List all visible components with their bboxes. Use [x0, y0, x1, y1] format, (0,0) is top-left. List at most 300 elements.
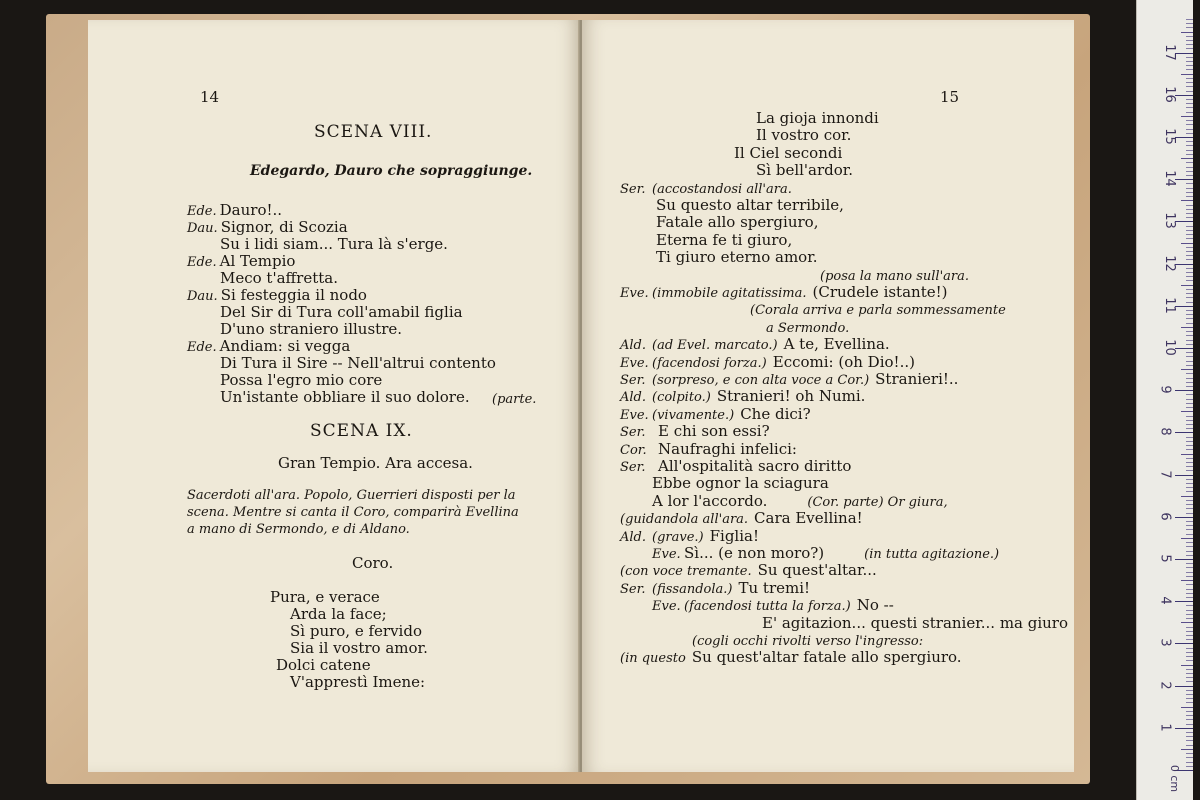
stage-direction: (posa la mano sull'ara.: [820, 268, 970, 284]
stage-direction: (guidandola all'ara.: [620, 512, 749, 528]
ruler-number: 16: [1161, 86, 1177, 103]
ruler-tick: [1186, 382, 1193, 383]
ruler-tick: [1186, 479, 1193, 480]
ruler-tick: [1181, 496, 1193, 497]
ruler-tick: [1186, 753, 1193, 754]
ruler-tick: [1186, 268, 1193, 269]
ruler-number: 8: [1157, 427, 1173, 437]
ruler-number: 15: [1161, 128, 1177, 145]
ruler-tick: [1186, 529, 1193, 530]
line-text: Del Sir di Tura coll'amabil figlia: [220, 303, 463, 321]
ruler-tick: [1186, 597, 1193, 598]
ruler-tick: [1186, 652, 1193, 653]
speaker-label: Ald.: [620, 529, 646, 545]
stage-direction: a Sermondo.: [766, 320, 850, 336]
dialogue-line: [750, 127, 851, 145]
ruler-number: 3: [1157, 638, 1173, 648]
ruler-tick: [1186, 150, 1193, 151]
line-text: Sì bell'ardor.: [756, 161, 854, 180]
ruler-tick: [1181, 285, 1193, 286]
dialogue-line: [652, 545, 999, 563]
line-text: Naufraghi infelici:: [658, 439, 797, 458]
verse-line: Sì puro, e fervido: [290, 622, 422, 640]
ruler-tick: [1186, 276, 1193, 277]
dialogue-line: [650, 214, 818, 232]
ruler-number: 12: [1161, 254, 1177, 272]
dialogue-line: [620, 528, 759, 546]
speaker-label: Eve.: [620, 407, 649, 423]
ruler-tick: [1186, 120, 1193, 121]
ruler-tick: [1175, 264, 1193, 265]
speaker-label: Ald.: [620, 390, 646, 406]
ruler-tick: [1186, 293, 1193, 294]
ruler-tick: [1186, 584, 1193, 585]
ruler-tick: [1186, 466, 1193, 467]
line-text: Figlia!: [709, 526, 759, 545]
speaker-label: Eve.: [652, 547, 681, 562]
ruler-tick: [1186, 407, 1193, 408]
ruler-tick: [1186, 124, 1193, 125]
ruler-tick: [1186, 48, 1193, 49]
ruler-tick: [1186, 175, 1193, 176]
stage-direction: (ad Evel. marcato.): [652, 338, 778, 354]
ruler-tick: [1181, 707, 1193, 708]
ruler-tick: [1175, 601, 1193, 602]
ruler-tick: [1186, 648, 1193, 649]
ruler-tick: [1175, 559, 1193, 560]
stage-direction: (immobile agitatissima.: [652, 286, 807, 301]
ruler-tick: [1186, 352, 1193, 353]
ruler-tick: [1181, 200, 1193, 201]
ruler-number: 10: [1161, 339, 1177, 356]
ruler-tick: [1186, 205, 1193, 206]
dialogue-line: [620, 354, 915, 372]
ruler-tick: [1186, 449, 1193, 450]
ruler-tick: [1186, 631, 1193, 632]
stage-direction: (parte.: [492, 392, 537, 407]
ruler-tick: [1186, 660, 1193, 661]
line-text: Il Ciel secondi: [734, 143, 843, 162]
scene-title: SCENA VIII.: [314, 122, 433, 142]
ruler-tick: [1186, 711, 1193, 712]
scene-setting: Gran Tempio. Ara accesa.: [278, 454, 473, 472]
dialogue-line: [766, 319, 855, 337]
dialogue-line: [620, 649, 962, 667]
ruler-tick: [1186, 196, 1193, 197]
ruler-tick: [1186, 167, 1193, 168]
speaker-label: Ald.: [620, 338, 646, 354]
dialogue-line: [652, 475, 835, 493]
ruler-tick: [1186, 555, 1193, 556]
ruler-tick: [1186, 335, 1193, 336]
dialogue-line: [650, 249, 818, 267]
line-text: Signor, di Scozia: [220, 218, 348, 236]
ruler-tick: [1186, 238, 1193, 239]
ruler-tick: [1186, 183, 1193, 184]
ruler-tick: [1175, 221, 1193, 222]
ruler-tick: [1186, 314, 1193, 315]
dialogue-line: [652, 597, 894, 615]
ruler-tick: [1186, 378, 1193, 379]
line-text: Ebbe ognor la sciagura: [652, 474, 829, 493]
ruler-tick: [1186, 61, 1193, 62]
ruler-tick: [1175, 728, 1193, 729]
ruler-tick: [1186, 188, 1193, 189]
stage-direction: (in tutta agitazione.): [864, 547, 1000, 562]
line-text: Eccomi: (oh Dio!..): [772, 352, 915, 371]
ruler-tick: [1175, 306, 1193, 307]
ruler-tick: [1175, 686, 1193, 687]
dialogue-line: [620, 388, 865, 406]
line-text: Eterna fe ti giuro,: [656, 230, 793, 249]
stage-direction: (vivamente.): [652, 407, 735, 423]
ruler-tick: [1186, 230, 1193, 231]
stage-direction: Sacerdoti all'ara. Popolo, Guerrieri disposti per la: [187, 488, 516, 503]
ruler-tick: [1181, 665, 1193, 666]
ruler-tick: [1186, 521, 1193, 522]
speaker-label: Ser.: [620, 373, 646, 388]
ruler-tick: [1186, 192, 1193, 193]
ruler-tick: [1186, 757, 1193, 758]
ruler-tick: [1181, 32, 1193, 33]
ruler-tick: [1186, 226, 1193, 227]
ruler-tick: [1186, 724, 1193, 725]
dialogue-line: [620, 371, 958, 389]
ruler-tick: [1186, 403, 1193, 404]
left-page: [88, 20, 580, 772]
dialogue-line: [750, 110, 879, 128]
ruler-tick: [1186, 141, 1193, 142]
ruler-tick: [1186, 27, 1193, 28]
ruler-tick: [1186, 618, 1193, 619]
ruler-tick: [1186, 593, 1193, 594]
ruler-number: 2: [1157, 680, 1173, 690]
ruler-tick: [1186, 129, 1193, 130]
ruler-tick: [1186, 133, 1193, 134]
stage-direction: (facendosi forza.): [652, 355, 767, 371]
stage-direction: (con voce tremante.: [620, 564, 752, 580]
dialogue-line: [220, 355, 496, 372]
ruler-tick: [1186, 91, 1193, 92]
ruler-tick: [1186, 740, 1193, 741]
stage-direction: (accostandosi all'ara.: [652, 181, 792, 197]
page-number: 14: [200, 88, 220, 106]
dialogue-line: [652, 632, 923, 650]
scene-cast: Edegardo, Dauro che sopraggiunge.: [250, 163, 533, 179]
verse-line: Arda la face;: [290, 605, 387, 623]
ruler-tick: [1186, 551, 1193, 552]
ruler-tick: [1186, 259, 1193, 260]
ruler-number: 17: [1161, 43, 1177, 61]
ruler-tick: [1186, 416, 1193, 417]
ruler-tick: [1186, 234, 1193, 235]
ruler-tick: [1181, 580, 1193, 581]
ruler-tick: [1186, 69, 1193, 70]
ruler-tick: [1175, 179, 1193, 180]
ruler-tick: [1175, 137, 1193, 138]
line-text: Si festeggia il nodo: [220, 286, 367, 304]
dialogue-line: [220, 389, 470, 406]
ruler-tick: [1181, 538, 1193, 539]
ruler-tick: [1186, 255, 1193, 256]
ruler-tick: [1175, 348, 1193, 349]
speaker-label: Ser.: [620, 181, 646, 197]
ruler-tick: [1186, 627, 1193, 628]
stage-direction: (sorpreso, e con alta voce a Cor.): [652, 373, 870, 388]
ruler-tick: [1186, 445, 1193, 446]
ruler-tick: [1181, 454, 1193, 455]
ruler-tick: [1186, 344, 1193, 345]
ruler-number: 11: [1161, 297, 1177, 314]
ruler-tick: [1186, 525, 1193, 526]
speaker-label: Ede.: [187, 255, 217, 270]
ruler-tick: [1186, 65, 1193, 66]
line-text: A te, Evellina.: [783, 335, 890, 354]
ruler-tick: [1186, 145, 1193, 146]
ruler-number: 13: [1161, 212, 1177, 230]
line-text: Stranieri!..: [875, 370, 959, 388]
stage-direction: (facendosi tutta la forza.): [684, 599, 851, 615]
ruler-tick: [1186, 272, 1193, 273]
line-text: Andiam: si vegga: [219, 337, 351, 355]
ruler-tick: [1186, 44, 1193, 45]
dialogue-line: [620, 562, 877, 580]
line-text: Che dici?: [740, 404, 811, 423]
ruler-tick: [1175, 517, 1193, 518]
line-text: No --: [856, 596, 894, 615]
line-text: Di Tura il Sire -- Nell'altrui contento: [220, 354, 496, 372]
ruler-tick: [1175, 643, 1193, 644]
ruler-tick: [1186, 247, 1193, 248]
stage-direction: (fissandola.): [652, 581, 733, 597]
ruler-tick: [1186, 99, 1193, 100]
ruler-tick: [1186, 112, 1193, 113]
ruler-number: 4: [1157, 596, 1173, 605]
ruler-tick: [1186, 280, 1193, 281]
dialogue-line: [652, 493, 948, 511]
ruler-tick: [1181, 116, 1193, 117]
verse-line: V'apprestì Imene:: [290, 673, 426, 691]
ruler-tick: [1186, 614, 1193, 615]
stage-direction: (Corala arriva e parla sommessamente: [750, 303, 1006, 319]
line-text: Su quest'altar fatale allo spergiuro.: [691, 648, 962, 667]
line-text: Stranieri! oh Numi.: [716, 387, 866, 406]
dialogue-line: [620, 580, 810, 598]
ruler-tick: [1186, 103, 1193, 104]
dialogue-line: [650, 232, 792, 250]
chorus-title: Coro.: [352, 554, 394, 572]
line-text: Su i lidi siam... Tura là s'erge.: [220, 235, 448, 253]
ruler-tick: [1181, 327, 1193, 328]
ruler-tick: [1186, 82, 1193, 83]
ruler-tick: [1186, 437, 1193, 438]
ruler-tick: [1186, 462, 1193, 463]
stage-direction: scena. Mentre si canta il Coro, comparirà Evellina: [187, 505, 519, 520]
speaker-label: Cor.: [620, 442, 647, 458]
line-text: Sì... (e non moro?): [684, 544, 825, 562]
line-text: (Crudele istante!): [812, 283, 948, 301]
ruler-tick: [1186, 386, 1193, 387]
dialogue-line: [220, 236, 448, 253]
verse-line: Dolci catene: [276, 656, 371, 674]
verse-line: Pura, e verace: [270, 588, 380, 606]
dialogue-line: [750, 301, 1012, 319]
ruler-tick: [1186, 694, 1193, 695]
ruler-tick: [1186, 19, 1193, 20]
ruler-tick: [1186, 23, 1193, 24]
ruler-tick: [1186, 217, 1193, 218]
ruler-number: 5: [1157, 554, 1173, 563]
ruler-tick: [1186, 289, 1193, 290]
ruler-tick: [1186, 681, 1193, 682]
ruler-tick: [1186, 567, 1193, 568]
dialogue-line: [620, 423, 770, 441]
line-text: Il vostro cor.: [756, 126, 852, 145]
ruler-tick: [1186, 513, 1193, 514]
ruler-tick: [1186, 542, 1193, 543]
ruler-tick: [1186, 736, 1193, 737]
speaker-label: Dau.: [187, 221, 218, 236]
ruler-number: 7: [1157, 469, 1173, 479]
line-text: Dauro!..: [219, 201, 283, 219]
dialogue-line: [620, 336, 890, 354]
line-text: E' agitazion... questi stranier... ma giuro: [762, 613, 1069, 632]
dialogue-line: [220, 321, 402, 338]
ruler-tick: [1186, 504, 1193, 505]
ruler-tick: [1186, 365, 1193, 366]
ruler-tick: [1186, 394, 1193, 395]
ruler-tick: [1186, 251, 1193, 252]
dialogue-line: [620, 458, 851, 476]
ruler-tick: [1181, 74, 1193, 75]
ruler-tick: [1186, 361, 1193, 362]
ruler-tick: [1186, 508, 1193, 509]
ruler-tick: [1186, 745, 1193, 746]
ruler-tick: [1186, 36, 1193, 37]
ruler-tick: [1186, 340, 1193, 341]
ruler-tick: [1186, 213, 1193, 214]
ruler-unit: 0 cm: [1168, 764, 1182, 793]
ruler-tick: [1186, 589, 1193, 590]
ruler-tick: [1181, 411, 1193, 412]
verse-line: Sia il vostro amor.: [290, 639, 428, 657]
ruler-tick: [1186, 635, 1193, 636]
ruler-tick: [1186, 441, 1193, 442]
ruler-tick: [1186, 297, 1193, 298]
ruler-tick: [1186, 719, 1193, 720]
dialogue-line: [620, 406, 811, 424]
page-number: 15: [940, 88, 960, 106]
speaker-label: Ser.: [620, 460, 646, 475]
ruler-tick: [1186, 534, 1193, 535]
ruler-tick: [1186, 656, 1193, 657]
line-text: E chi son essi?: [658, 422, 770, 441]
ruler-tick: [1186, 310, 1193, 311]
ruler-tick: [1186, 399, 1193, 400]
ruler-tick: [1186, 732, 1193, 733]
ruler-tick: [1186, 40, 1193, 41]
ruler-tick: [1181, 243, 1193, 244]
ruler-tick: [1186, 698, 1193, 699]
speaker-label: Ede.: [187, 204, 217, 219]
ruler-tick: [1186, 420, 1193, 421]
line-text: Meco t'affretta.: [220, 269, 339, 287]
ruler-tick: [1186, 428, 1193, 429]
ruler-tick: [1175, 432, 1193, 433]
ruler-tick: [1186, 572, 1193, 573]
ruler-tick: [1186, 766, 1193, 767]
dialogue-line: [756, 615, 1068, 633]
dialogue-line: [220, 304, 463, 321]
ruler-tick: [1186, 546, 1193, 547]
ruler-tick: [1186, 154, 1193, 155]
ruler-tick: [1181, 622, 1193, 623]
ruler-tick: [1186, 563, 1193, 564]
stage-direction: (colpito.): [652, 390, 711, 406]
line-text: A lor l'accordo.: [652, 491, 768, 510]
dialogue-line: [728, 145, 842, 163]
ruler-tick: [1186, 323, 1193, 324]
ruler-tick: [1186, 487, 1193, 488]
ruler-tick: [1186, 702, 1193, 703]
ruler-number: 14: [1161, 170, 1177, 187]
speaker-label: Dau.: [187, 289, 218, 304]
ruler-number: 9: [1157, 385, 1173, 394]
dialogue-line: [620, 510, 863, 528]
dialogue-line: [620, 284, 947, 302]
ruler-tick: [1175, 475, 1193, 476]
line-text: Fatale allo spergiuro,: [656, 213, 819, 232]
right-page: [582, 20, 1074, 772]
ruler-tick: [1186, 762, 1193, 763]
ruler-tick: [1186, 302, 1193, 303]
ruler-tick: [1186, 57, 1193, 58]
speaker-label: Ser.: [620, 581, 646, 597]
ruler-tick: [1186, 690, 1193, 691]
line-text: D'uno straniero illustre.: [220, 320, 403, 338]
ruler-tick: [1175, 390, 1193, 391]
ruler-tick: [1186, 162, 1193, 163]
ruler-tick: [1175, 53, 1193, 54]
dialogue-line: [620, 180, 798, 198]
ruler-tick: [1186, 424, 1193, 425]
ruler-tick: [1186, 78, 1193, 79]
ruler-tick: [1181, 749, 1193, 750]
ruler-tick: [1186, 331, 1193, 332]
speaker-label: Eve.: [620, 355, 649, 371]
ruler-tick: [1186, 576, 1193, 577]
ruler-tick: [1186, 318, 1193, 319]
dialogue-line: [820, 267, 975, 285]
line-text: Possa l'egro mio core: [220, 371, 383, 389]
speaker-label: Ser.: [620, 425, 646, 441]
dialogue-line: [220, 270, 338, 287]
dialogue-line: [650, 197, 844, 215]
dialogue-line: [220, 372, 382, 389]
line-text: Al Tempio: [219, 252, 296, 270]
stage-direction: a mano di Sermondo, e di Aldano.: [187, 522, 410, 537]
ruler-tick: [1186, 610, 1193, 611]
ruler-tick: [1186, 605, 1193, 606]
ruler-tick: [1186, 470, 1193, 471]
ruler-tick: [1181, 158, 1193, 159]
line-text: Ti giuro eterno amor.: [656, 248, 818, 267]
stage-direction: (cogli occhi rivolti verso l'ingresso:: [692, 634, 924, 649]
ruler-number: 6: [1157, 512, 1173, 521]
ruler-tick: [1186, 356, 1193, 357]
line-text: All'ospitalità sacro diritto: [658, 457, 852, 475]
line-text: La gioja innondi: [756, 109, 879, 127]
